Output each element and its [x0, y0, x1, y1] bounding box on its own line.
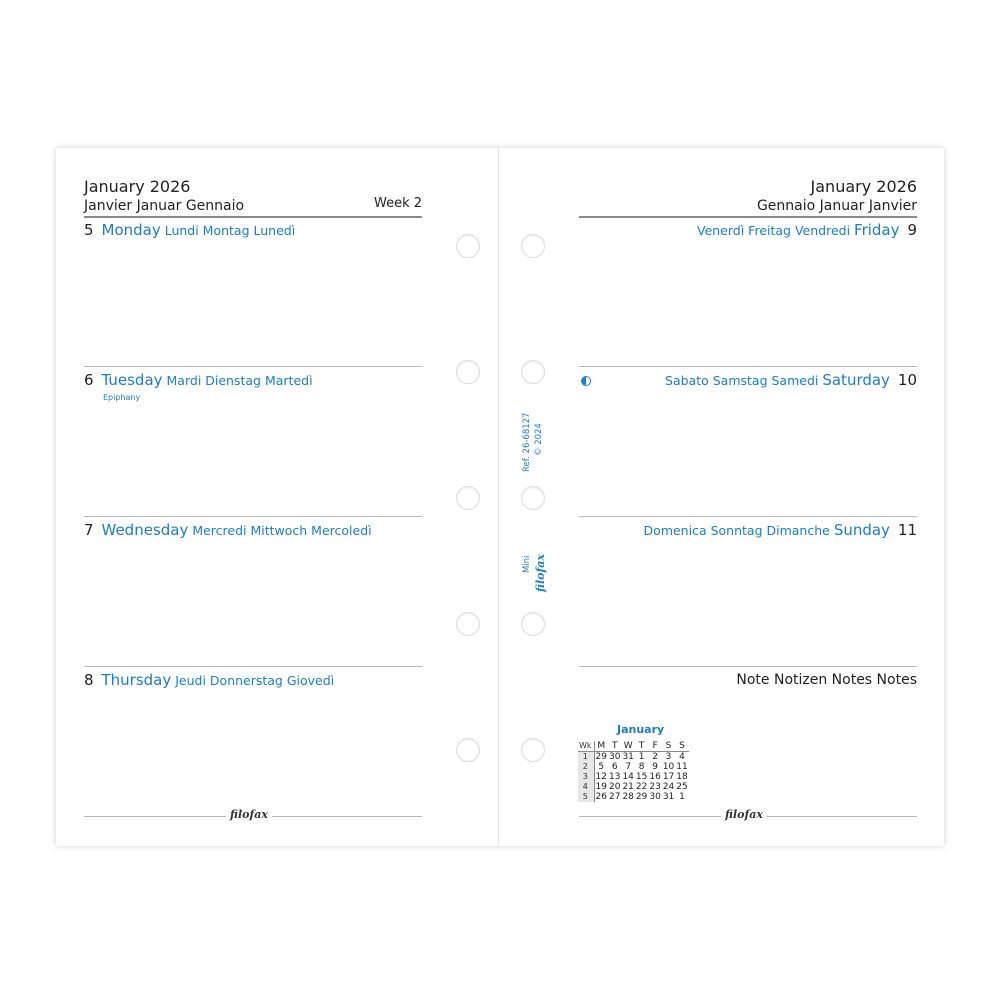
date-cell: 16	[649, 772, 661, 782]
binder-hole	[521, 738, 545, 762]
left-month-title: January 2026	[84, 177, 191, 196]
weekday-header: T	[608, 741, 621, 752]
day-name: Monday	[101, 221, 161, 239]
mini-calendar-week	[578, 792, 689, 802]
day-translations: Mardi Dienstag Martedì	[166, 373, 313, 388]
date-cell: 12	[595, 772, 607, 782]
day-divider	[84, 516, 422, 517]
day-divider	[84, 366, 422, 367]
day-number: 7	[84, 521, 94, 539]
day-divider	[579, 516, 917, 517]
date-cell: 29	[635, 792, 648, 802]
day-name: Saturday	[822, 371, 890, 389]
binder-hole	[456, 738, 480, 762]
right-month-title: January 2026	[810, 177, 917, 196]
day-translations: Jeudi Donnerstag Giovedì	[175, 673, 335, 688]
date-cell: 2	[652, 752, 658, 762]
mini-calendar-week	[578, 772, 689, 782]
day-number: 11	[897, 521, 917, 539]
binder-hole	[456, 486, 480, 510]
day-name: Tuesday	[101, 371, 163, 389]
binder-hole	[521, 234, 545, 258]
date-cell: 20	[609, 782, 621, 792]
footer-brand-logo: filofax	[721, 808, 767, 821]
day-translations: Mercredi Mittwoch Mercoledì	[192, 523, 372, 538]
day-name: Friday	[854, 221, 900, 239]
day-name: Wednesday	[101, 521, 189, 539]
date-cell: 28	[622, 792, 634, 802]
date-cell: 18	[676, 772, 688, 782]
day-friday	[697, 221, 917, 239]
reference-number: Ref. 26-68127	[522, 412, 532, 472]
day-name: Sunday	[833, 521, 890, 539]
week-number: Week 2	[374, 196, 423, 211]
date-cell: 14	[622, 772, 634, 782]
notes-divider	[579, 666, 917, 667]
binder-hole	[521, 612, 545, 636]
day-name: Thursday	[101, 671, 172, 689]
mini-calendar-week	[578, 782, 689, 792]
date-cell: 29	[595, 752, 607, 762]
date-cell: 27	[609, 792, 621, 802]
day-translations: Sabato Samstag Samedi	[665, 373, 819, 388]
spine-brand-logo: filofax	[534, 554, 547, 592]
date-cell: 6	[611, 762, 618, 772]
date-cell: 7	[625, 762, 632, 772]
date-cell: 24	[662, 782, 675, 792]
copyright-year: © 2024	[534, 423, 544, 456]
date-cell: 19	[595, 782, 607, 792]
date-cell: 9	[652, 762, 658, 772]
left-page	[56, 148, 498, 846]
notes-heading: Note Notizen Notes Notes	[736, 672, 917, 688]
date-cell: 11	[676, 762, 688, 772]
day-saturday	[665, 371, 917, 389]
day-sunday	[644, 521, 917, 539]
binder-hole	[456, 612, 480, 636]
day-tuesday	[84, 371, 313, 389]
mini-calendar-week	[578, 752, 689, 763]
date-cell: 25	[676, 782, 688, 792]
first-quarter-moon-icon	[581, 376, 591, 386]
date-cell: 30	[609, 752, 621, 762]
date-cell: 3	[665, 752, 672, 762]
weekday-header: S	[662, 741, 675, 752]
week-column-header: Wk	[578, 741, 594, 752]
header-rule	[84, 216, 422, 218]
weekday-header: S	[675, 741, 688, 752]
right-month-translations: Gennaio Januar Janvier	[756, 198, 917, 214]
date-cell: 26	[595, 792, 607, 802]
binder-hole	[521, 360, 545, 384]
holiday-label: Epiphany	[103, 393, 141, 402]
binder-hole	[456, 234, 480, 258]
week-number-cell: 5	[578, 792, 594, 802]
header-rule	[579, 216, 917, 218]
day-monday	[84, 221, 295, 239]
day-divider	[579, 366, 917, 367]
weekday-header: F	[648, 741, 661, 752]
date-cell: 10	[662, 762, 675, 772]
day-translations: Domenica Sonntag Dimanche	[643, 523, 830, 538]
footer-brand-logo: filofax	[226, 808, 272, 821]
date-cell: 31	[662, 792, 675, 802]
day-number: 10	[897, 371, 917, 389]
planner-sheet	[56, 148, 944, 846]
day-divider	[84, 666, 422, 667]
size-label: Mini	[522, 555, 532, 573]
day-translations: Venerdì Freitag Vendredi	[696, 223, 851, 238]
day-number: 5	[84, 221, 94, 239]
day-number: 9	[907, 221, 917, 239]
day-translations: Lundi Montag Lunedì	[164, 223, 296, 238]
date-cell: 31	[622, 752, 634, 762]
mini-calendar-grid	[578, 741, 689, 802]
binder-hole	[521, 486, 545, 510]
mini-calendar-header	[578, 741, 689, 752]
weekday-header: W	[621, 741, 634, 752]
week-number-cell: 4	[578, 782, 594, 792]
day-thursday	[84, 671, 334, 689]
date-cell: 30	[649, 792, 661, 802]
day-number: 8	[84, 671, 94, 689]
date-cell: 1	[679, 792, 685, 802]
week-number-cell: 3	[578, 772, 594, 782]
weekday-header: M	[594, 741, 608, 752]
date-cell: 5	[598, 762, 605, 772]
mini-calendar-week	[578, 762, 689, 772]
day-number: 6	[84, 371, 94, 389]
right-page	[499, 148, 944, 846]
binder-hole	[456, 360, 480, 384]
week-number-cell: 1	[578, 752, 594, 763]
date-cell: 23	[649, 782, 661, 792]
day-wednesday	[84, 521, 372, 539]
mini-calendar-title: January	[617, 723, 665, 736]
weekday-header: T	[635, 741, 648, 752]
date-cell: 4	[679, 752, 685, 762]
date-cell: 13	[609, 772, 621, 782]
date-cell: 22	[635, 782, 648, 792]
date-cell: 21	[622, 782, 634, 792]
date-cell: 1	[638, 752, 645, 762]
date-cell: 15	[635, 772, 648, 782]
week-number-cell: 2	[578, 762, 594, 772]
date-cell: 8	[638, 762, 645, 772]
left-month-translations: Janvier Januar Gennaio	[84, 198, 245, 214]
date-cell: 17	[662, 772, 675, 782]
